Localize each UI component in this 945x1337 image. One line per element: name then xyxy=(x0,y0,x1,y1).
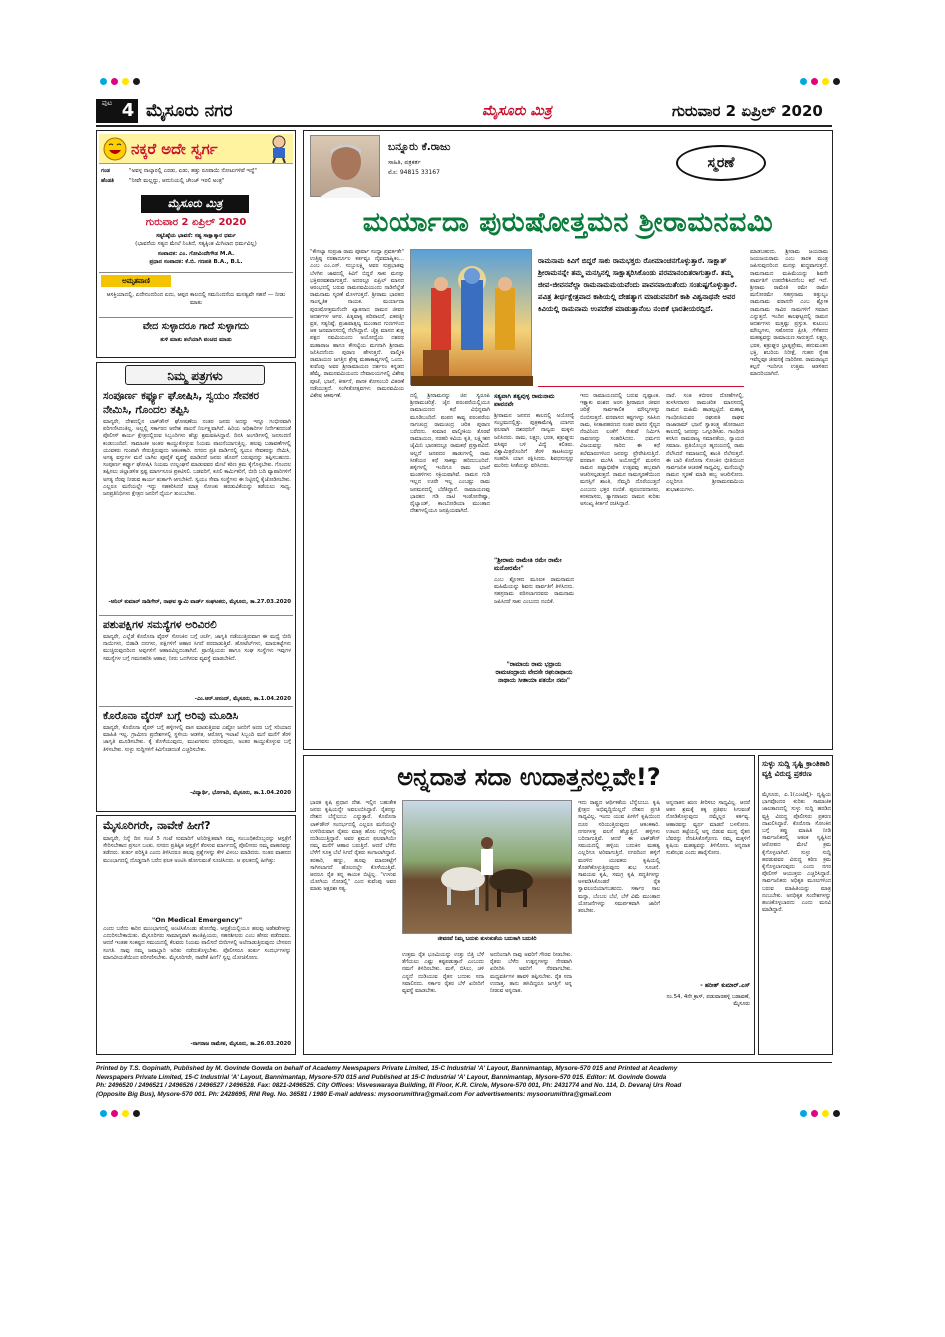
feature-col1: "ಕೌಸಲ್ಯಾ ಸುಪ್ರಜಾ ರಾಮ ಪೂರ್ವಾ ಸಂಧ್ಯಾ ಪ್ರವರ್ತತೇ" ಉತ್ತಿಷ್ಠ ನರಶಾರ್ದೂಲ ಕರ್ತವ್ಯಂ ದೈವಮಾಹ್ನಿಕಂ... ಎಂಬ ಎಂ.ಎಸ್. ಸುಬ್ಬುಲಕ್ಷ್ಮಿ ಅವರ ಸುಪ್ರಭಾತವು ಬೆಳಗಿನ ಜಾವದಲ್ಲಿ ಕಿವಿಗೆ ಬಿದ್ದರೆ ಸಾಕು ಮನಸ್ಸು ಭಕ್ತಿಪರವಶವಾಗುತ್ತದೆ. ಅದರಲ್ಲೂ ಏಪ್ರಿಲ್ ಮಾಸದ ಆರಂಭದಲ್ಲಿ ಬರುವ ರಾಮನವಮಿಯಂದು ನಾಡಿನೆಲ್ಲೆಡೆ ರಾಮನಾಮ ಸ್ಮರಣೆ ಮೊಳಗುತ್ತದೆ. ಶ್ರೀರಾಮ ಭಾರತದ ಸಾಂಸ್ಕೃತಿಕ ನಾಯಕ. ಮರ್ಯಾದಾ ಪುರುಷೋತ್ತಮನೆಂದೇ ಖ್ಯಾತನಾದ ರಾಮನ ಜೀವನ ಆದರ್ಶಗಳ ಆಗರ. ಪಿತೃವಾಕ್ಯ ಪರಿಪಾಲನೆ, ಏಕಪತ್ನೀ ವ್ರತ, ಸತ್ಯನಿಷ್ಠೆ, ಪ್ರಜಾವಾತ್ಸಲ್ಯ ಮುಂತಾದ ಗುಣಗಳಿಂದ ಆತ ಜನಮಾನಸದಲ್ಲಿ ನೆಲೆಸಿದ್ದಾನೆ. ಚೈತ್ರ ಮಾಸದ ಶುಕ್ಲ ಪಕ್ಷದ ನವಮಿಯಂದು ಅಯೋಧ್ಯೆಯ ದಶರಥ ಮಹಾರಾಜ ಹಾಗೂ ಕೌಸಲ್ಯೆಯ ಮಗನಾಗಿ ಶ್ರೀರಾಮ ಜನಿಸಿದನೆಂದು ಪುರಾಣ ಹೇಳುತ್ತದೆ. ವಾಲ್ಮೀಕಿ ರಾಮಾಯಣ ಜಗತ್ತಿನ ಶ್ರೇಷ್ಠ ಮಹಾಕಾವ್ಯಗಳಲ್ಲಿ ಒಂದು. ಕುವೆಂಪು ಅವರ ಶ್ರೀರಾಮಾಯಣ ದರ್ಶನಂ ಕನ್ನಡದ ಹೆಮ್ಮೆ. ರಾಮನವಮಿಯಂದು ದೇವಾಲಯಗಳಲ್ಲಿ ವಿಶೇಷ ಪೂಜೆ, ಭಜನೆ, ಕೀರ್ತನೆ, ಪಾನಕ ಕೋಸಂಬರಿ ವಿತರಣೆ ನಡೆಯುತ್ತದೆ. ಸಂಗೀತೋತ್ಸವಗಳು ರಾಮನವಮಿಯ ವಿಶೇಷ ಆಕರ್ಷಣೆ. xyxy=(310,249,404,400)
divider xyxy=(99,317,293,318)
left-top-panel xyxy=(96,130,296,358)
joke-body xyxy=(101,167,291,185)
chief-editor-line: ಪ್ರಧಾನ ಸಂಪಾದಕ: ಕೆ.ಬಿ. ಗಣಪತಿ B.A., B.L. xyxy=(149,259,243,265)
imprint-line-3: Ph: 2496520 / 2496521 / 2496526 / 2496527 / 2496528. Fax: 0821-2496525. City Offices: Visveswaraya Building, III Floor, K.R. Circle, Mysore-570 001, Ph: 2431774 and No. 114, D. Devaraj Urs Road xyxy=(96,1082,682,1090)
letter2-sign: -ಎಂ.ಆರ್.ಆನಂದ್, ಮೈಸೂರು, ತಾ.1.04.2020 xyxy=(194,696,291,702)
author-photo xyxy=(310,135,380,197)
feature-col2: ದಲ್ಲಿ ಶ್ರೀರಾಮನನ್ನು ಜಿನ ಸ್ವರೂಪಿ ಶ್ರೀರಾಮಚರಿತ್ರೆ. ಜೈನ ಪರಂಪರೆಯಲ್ಲಿಯೂ ರಾಮಾಯಣದ ಕಥೆ ವಿಭಿನ್ನವಾಗಿ ಮೂಡಿಬಂದಿದೆ. ಪಂಪನ ಕಾವ್ಯ ಪರಂಪರೆಯ ನಾಗಚಂದ್ರ ರಾಮಚಂದ್ರ ಚರಿತ ಪುರಾಣ ಬರೆದನು. ಕುಮಾರ ವಾಲ್ಮೀಕಿಯ ತೊರವೆ ರಾಮಾಯಣ, ನರಹರಿ ಕವಿಯ ಕೃತಿ, ಲಕ್ಷ್ಮೀಶನ ಜೈಮಿನಿ ಭಾರತದಲ್ಲೂ ರಾಮಕಥೆ ಪ್ರಸ್ತಾಪವಿದೆ. ಅಲ್ಲದೆ ಜನಪದರ ಹಾಡುಗಳಲ್ಲಿ ರಾಮ ಸೀತೆಯರ ಕಥೆ ಸಾಕಷ್ಟು ಹರಿದುಬಂದಿದೆ. ಹಳ್ಳಿಗಳಲ್ಲಿ ಇಂದಿಗೂ ರಾಮ ಭಜನೆ ಮಂಡಳಿಗಳು ಸಕ್ರಿಯವಾಗಿವೆ. ರಾಮನ ಗುಡಿ ಇಲ್ಲದ ಊರೇ ಇಲ್ಲ ಎಂಬಷ್ಟು ರಾಮ ಜನಮನದಲ್ಲಿ ಬೆರೆತಿದ್ದಾನೆ. ರಾಮಾಯಣವು ಭಾರತದ ಗಡಿ ದಾಟಿ ಇಂಡೋನೇಷ್ಯಾ, ಥೈಲ್ಯಾಂಡ್, ಕಾಂಬೋಡಿಯಾ ಮುಂತಾದ ದೇಶಗಳಲ್ಲಿಯೂ ಜನಪ್ರಿಯವಾಗಿದೆ. xyxy=(410,393,490,515)
masthead-date: ಗುರುವಾರ 2 ಏಪ್ರಿಲ್ 2020 xyxy=(672,102,823,120)
imprint-line-1: Printed by T.S. Gopinath, Published by M. Govinde Gowda on behalf of Academy Newspapers Private Limited, 15-C Industrial 'A' Layout, Bannimantap, Mysore-570 015 and Printed at Academy xyxy=(96,1065,678,1072)
annadata-col5: ಅನ್ನದಾತನ ಋಣ ತೀರಿಸಲು ಸಾಧ್ಯವಿಲ್ಲ. ಆದರೆ ಆತನ ಶ್ರಮಕ್ಕೆ ತಕ್ಕ ಪ್ರತಿಫಲ ಸಿಗುವಂತೆ ನೋಡಿಕೊಳ್ಳುವುದು ನಮ್ಮೆಲ್ಲರ ಕರ್ತವ್ಯ. ಆಹಾರವನ್ನು ವ್ಯರ್ಥ ಮಾಡದೆ ಬಳಸೋಣ. ಊಟದ ತಟ್ಟೆಯಲ್ಲಿ ಅನ್ನ ಬಿಡುವ ಮುನ್ನ ರೈತನ ಬೆವರನ್ನು ನೆನಪಿಸಿಕೊಳ್ಳೋಣ. ನಮ್ಮ ಮಕ್ಕಳಿಗೆ ಕೃಷಿಯ ಮಹತ್ವವನ್ನು ತಿಳಿಸೋಣ. ಅನ್ನದಾತ ಸುಖೀಭವ ಎಂದು ಹಾರೈಸೋಣ. xyxy=(666,800,750,857)
divider xyxy=(99,272,293,273)
annadata-sign: - ಹರೀಶ್ ಕುಮಾರ್.ಎಸ್ xyxy=(700,982,750,989)
letter1-body: ಮಾನ್ಯರೇ, ದೇಶದಲ್ಲಿನ ಲಾಕ್‌ಡೌನ್ ಘೋಷಣೆಯ ನಂತರ ಜನರು ಅದನ್ನು ಇನ್ನೂ ಗಂಭೀರವಾಗಿ ಪರಿಗಣಿಸಿದಂತಿಲ್ಲ. ಅಲ್ಲಲ್ಲಿ ಸರ್ಕಾರದ ಆದೇಶ ಪಾಲನೆ ನಿರ್ಲಕ್ಷ್ಯವಾಗಿದೆ. ಹಿರಿಯ ಅಧಿಕಾರಿಗಳ ನಿರ್ದೇಶನದಂತೆ ಪೊಲೀಸ್ ಕಾರ್ಯ ಕ್ಷೇತ್ರದಲ್ಲಿರುವ ಸಿಬ್ಬಂದಿಗಳು ಹೆಚ್ಚು ಶ್ರಮವಹಿಸಿದ್ದಾರೆ. ದಿನಸಿ ಅಂಗಡಿಗಳಲ್ಲಿ ಜನಸಂದಣಿ ಕಂಡುಬಂದಿದೆ. ಸಾಮಾಜಿಕ ಅಂತರ ಕಾಯ್ದುಕೊಳ್ಳುವ ನಿಯಮ ಪಾಲನೆಯಾಗುತ್ತಿಲ್ಲ. ಹಲವು ಬಡಾವಣೆಗಳಲ್ಲಿ ಯುವಕರು ಗುಂಪಾಗಿ ಸೇರುತ್ತಿರುವುದು ಆತಂಕಕಾರಿ. ನಗರದ ಪ್ರತಿ ವಾರ್ಡಿನಲ್ಲಿ ಸ್ವಯಂ ಸೇವಕರನ್ನು ನೇಮಿಸಿ, ಅಗತ್ಯ ವಸ್ತುಗಳ ಮನೆ ಬಾಗಿಲ ಪೂರೈಕೆ ವ್ಯವಸ್ಥೆ ಮಾಡಿದರೆ ಜನರು ಹೊರಗೆ ಬರುವುದನ್ನು ತಪ್ಪಿಸಬಹುದು. ಸಂಪೂರ್ಣ ಕರ್ಫ್ಯೂ ಘೋಷಿಸಿ ನಿಯಮ ಉಲ್ಲಂಘನೆ ಮಾಡುವವರ ಮೇಲೆ ಕಠಿಣ ಕ್ರಮ ಕೈಗೊಳ್ಳಬೇಕು. ಗೊಂದಲ ತಪ್ಪಿಸಲು ಜಿಲ್ಲಾಡಳಿತ ಸ್ಪಷ್ಟ ಮಾರ್ಗಸೂಚಿ ಪ್ರಕಟಿಸಲಿ. ಬಡವರಿಗೆ, ಕೂಲಿ ಕಾರ್ಮಿಕರಿಗೆ, ಬೀದಿ ಬದಿ ವ್ಯಾಪಾರಿಗಳಿಗೆ ಅಗತ್ಯ ನೆರವು ನೀಡುವ ಕಾರ್ಯ ತುರ್ತಾಗಿ ಆಗಬೇಕಿದೆ. ಸ್ವಯಂ ಸೇವಾ ಸಂಸ್ಥೆಗಳು ಈ ನಿಟ್ಟಿನಲ್ಲಿ ಕೈಜೋಡಿಸಬೇಕು. ಎಲ್ಲರೂ ಮನೆಯಲ್ಲೇ ಇದ್ದು ಸಹಕರಿಸಿದರೆ ಮಾತ್ರ ಸೋಂಕು ಹರಡುವಿಕೆಯನ್ನು ತಡೆಯಲು ಸಾಧ್ಯ. ಜನಪ್ರತಿನಿಧಿಗಳು ಕ್ಷೇತ್ರದ ಜನರಿಗೆ ಧೈರ್ಯ ತುಂಬಬೇಕು. xyxy=(103,419,291,498)
author-role: ಸಾಹಿತಿ, ಪತ್ರಕರ್ತ xyxy=(388,159,421,166)
farmer-with-oxen-icon xyxy=(403,801,573,935)
author-name: ಬನ್ನೂರು ಕೆ.ರಾಜು xyxy=(388,141,451,153)
amrutha-text: ಆಸಕ್ತಿಯಾದಲ್ಲಿ, ಏದೇನಂದರಿಂದ ಏದು, ಆಪ್ಪನ ಕಾಲದಲ್ಲಿ ಸಮನಿಂದನೆಯ ಮನತ್ವವೇ ಸಹನೆ — ನೀಡು ಮಾತು xyxy=(106,292,286,306)
editor-line: ಸಂಪಾದಕ: ಎಂ. ಗೋವಿಂದೇಗೌಡ M.A. xyxy=(157,251,235,257)
feature-article xyxy=(303,130,833,750)
farmer-ploughing-image xyxy=(402,800,572,934)
cyan-dot-icon xyxy=(100,1110,107,1117)
annadata-address: ನಂ.54, 4ನೇ ಕ್ರಾಸ್, ಪಡುವಾರಹಳ್ಳಿ ಬಡಾವಣೆ, ಮೈಸೂರು xyxy=(666,994,750,1007)
joke2-text: "ನೀವೇ ಮಲ್ಲದ್ದು, ಆದುನಿಯಲ್ಲಿ ಚೇಂಜ್ ಇರಲಿ ಅಂತ್ರ" xyxy=(129,178,225,184)
box-date: ಗುರುವಾರ 2 ಏಪ್ರಿಲ್ 2020 xyxy=(145,217,247,228)
page-label-box xyxy=(96,99,118,123)
magenta-dot-icon xyxy=(111,78,118,85)
vedas-sub: ತುಳಿ ಮಾತು ತಲೆಯಾಗಿ ಪಂಚದ ಮಾಡು xyxy=(160,337,232,343)
feature-subhead2: "ಶ್ರೀರಾಮ ರಾಮೇತಿ ರಮೇ ರಾಮೇ ಮನೋರಮೇ" xyxy=(494,557,562,572)
magenta-dot-icon xyxy=(811,78,818,85)
joke1-text: "ಅವಳ್ಳ ನಾಲ್ಕಾರಲ್ಲಿ ಎರಡು, ಏಡು, ಹತ್ತು ರೂಪಾಯಿ ನೋಟುಗಳಿವೆ ಇದ್ದೆ" xyxy=(129,168,257,174)
paper-info xyxy=(101,232,291,266)
divider xyxy=(99,615,293,616)
fake-news-article xyxy=(758,755,833,1055)
imprint xyxy=(96,1065,832,1099)
amrutha-title: ಅಮೃತವಾಣಿ xyxy=(101,275,171,287)
fake-news-headline: ಸುಳ್ಳು ಸುದ್ದಿ ಸೃಷ್ಟಿ ಕ್ರಾಂತಿಕಾರಿ ವ್ಯಕ್ತಿ ವಿರುದ್ಧ ಪ್ರಕರಣ xyxy=(762,759,830,778)
feature-col4b: ದಾರೆ. ಸಂತ ಕಬೀರರ ದೋಹೆಗಳಲ್ಲಿ, ತುಳಸೀದಾಸರ ರಾಮಚರಿತ ಮಾನಸದಲ್ಲಿ ರಾಮನ ಮಹಿಮೆ ಹಾಡಲ್ಪಟ್ಟಿದೆ. ಮಹಾತ್ಮ ಗಾಂಧೀಜಿಯವರ ರಘುಪತಿ ರಾಘವ ರಾಜಾರಾಮ್ ಭಜನೆ ಸ್ವಾತಂತ್ರ್ಯ ಹೋರಾಟದ ಕಾಲದಲ್ಲಿ ಜನರನ್ನು ಒಗ್ಗೂಡಿಸಿತು. ಗಾಂಧೀಜಿ ಕನಸಿದ ರಾಮರಾಜ್ಯ ಸಮಾನತೆಯ, ನ್ಯಾಯದ ಸಮಾಜ. ಪ್ರತಿಯೊಬ್ಬರ ಹೃದಯದಲ್ಲಿ ರಾಮ ನೆಲೆಸಿದರೆ ಸಮಾಜದಲ್ಲಿ ಶಾಂತಿ ನೆಲೆಸುತ್ತದೆ. ಈ ಬಾರಿ ಕೊರೊನಾ ಸೋಂಕಿನ ಭೀತಿಯಿಂದ ಸಾರ್ವಜನಿಕ ಆಚರಣೆ ಸಾಧ್ಯವಿಲ್ಲ. ಮನೆಯಲ್ಲೇ ರಾಮನ ಸ್ಮರಣೆ ಮಾಡಿ ಹಬ್ಬ ಆಚರಿಸೋಣ. ಎಲ್ಲರಿಗೂ ಶ್ರೀರಾಮನವಮಿಯ ಶುಭಾಶಯಗಳು. xyxy=(666,393,744,493)
cartoon-figure-icon xyxy=(267,135,291,163)
yellow-dot-icon xyxy=(122,78,129,85)
registration-dots-top-left xyxy=(100,78,140,85)
registration-dots-bottom-right xyxy=(800,1110,840,1117)
smarane-badge: ಸ್ಮರಣೆ xyxy=(676,145,766,181)
imprint-rule xyxy=(96,1062,832,1063)
letter4-box xyxy=(96,815,296,1055)
letter2-body: ಮಾನ್ಯರೇ, ಎಲ್ಲೆಡೆ ಕೊರೊನಾ ವೈರಸ್ ಸೋಂಕಿನ ಬಗ್ಗೆ ಚರ್ಚೆ, ಜಾಗೃತಿ ನಡೆಯುತ್ತಿರುವಾಗ ಈ ಮಧ್ಯೆ ಬೀದಿ ನಾಯಿಗಳು, ಬಿಡಾಡಿ ದನಗಳು, ಪಕ್ಷಿಗಳಿಗೆ ಆಹಾರ ಸಿಗದೆ ಪರದಾಡುತ್ತಿವೆ. ಹೋಟೆಲ್‌ಗಳು, ಮಾರುಕಟ್ಟೆಗಳು ಮುಚ್ಚಿರುವುದರಿಂದ ಅವುಗಳಿಗೆ ಆಹಾರವಿಲ್ಲದಂತಾಗಿದೆ. ಪ್ರಾಣಿಪ್ರಿಯರು ಹಾಗೂ ಸಂಘ ಸಂಸ್ಥೆಗಳು ಇವುಗಳ ಸಮಸ್ಯೆಗಳ ಬಗ್ಗೆ ಗಮನಹರಿಸಿ ಆಹಾರ, ನೀರು ಒದಗಿಸುವ ವ್ಯವಸ್ಥೆ ಮಾಡಬೇಕಿದೆ. xyxy=(103,634,291,662)
yellow-dot-icon xyxy=(822,1110,829,1117)
cyan-dot-icon xyxy=(800,78,807,85)
motto-line: ಸತ್ಯನಿಷ್ಠೆಯ ಭಾವನೆ: ಸತ್ಯ ಸಾಕ್ಷಾತ್ಕಾರ ಧರ್ಮ xyxy=(156,233,236,239)
letter3-body: ಮಾನ್ಯರೇ, ಕೊರೊನಾ ವೈರಸ್ ಬಗ್ಗೆ ಹಳ್ಳಿಗಳಲ್ಲಿ ವಾಸ ಮಾಡುತ್ತಿರುವ ಎಷ್ಟೋ ಜನರಿಗೆ ಅದರ ಬಗ್ಗೆ ಸರಿಯಾದ ಮಾಹಿತಿ ಇಲ್ಲ. ಗ್ರಾಮೀಣ ಪ್ರದೇಶಗಳಲ್ಲಿ ಸ್ಥಳೀಯ ಆಡಳಿತ, ಆರೋಗ್ಯ ಇಲಾಖೆ ಸಿಬ್ಬಂದಿ ಮನೆ ಮನೆಗೆ ತೆರಳಿ ಜಾಗೃತಿ ಮೂಡಿಸಬೇಕು. ಕೈ ತೊಳೆಯುವುದು, ಮುಖಗವಸು ಧರಿಸುವುದು, ಅಂತರ ಕಾಯ್ದುಕೊಳ್ಳುವ ಬಗ್ಗೆ ತಿಳಿಸಬೇಕು. ಸುಳ್ಳು ಸುದ್ದಿಗಳಿಗೆ ಕಿವಿಗೊಡದಂತೆ ಎಚ್ಚರಿಸಬೇಕು. xyxy=(103,725,291,753)
black-dot-icon xyxy=(133,78,140,85)
feature-col5: ಮಾಡಬಹುದು. ಶ್ರೀರಾಮ ಜಯರಾಮ ಜಯಜಯರಾಮ ಎಂಬ ತಾರಕ ಮಂತ್ರ ಜಪಿಸುವುದರಿಂದ ಮನಸ್ಸು ಶುದ್ಧವಾಗುತ್ತದೆ. ರಾಮನಾಮದ ಮಹಿಮೆಯನ್ನು ಶಿವನೇ ಪಾರ್ವತಿಗೆ ಉಪದೇಶಿಸಿದನೆಂಬ ಕಥೆ ಇದೆ. ಶ್ರೀರಾಮ ರಾಮೇತಿ ರಮೇ ರಾಮೇ ಮನೋರಮೇ ಸಹಸ್ರನಾಮ ತತ್ತುಲ್ಯಂ ರಾಮನಾಮ ವರಾನನೇ ಎಂಬ ಶ್ಲೋಕ ರಾಮನಾಮ ಸಾವಿರ ನಾಮಗಳಿಗೆ ಸಮಾನ ಎನ್ನುತ್ತದೆ. ಇಂದಿನ ಕಾಲಘಟ್ಟದಲ್ಲಿ ರಾಮನ ಆದರ್ಶಗಳು ಮತ್ತಷ್ಟು ಪ್ರಸ್ತುತ. ಕುಟುಂಬ ಮೌಲ್ಯಗಳು, ಸಹೋದರ ಪ್ರೀತಿ, ಗೆಳೆತನದ ಮಹತ್ವವನ್ನು ರಾಮಾಯಣ ಸಾರುತ್ತದೆ. ಲಕ್ಷ್ಮಣ, ಭರತ, ಶತ್ರುಘ್ನರ ಭ್ರಾತೃಪ್ರೇಮ, ಹನುಮಂತನ ಭಕ್ತಿ, ಶಬರಿಯ ನಿರೀಕ್ಷೆ, ಗುಹನ ಸ್ನೇಹ ಇವೆಲ್ಲವೂ ಜೀವನಕ್ಕೆ ದಾರಿದೀಪ. ರಾಮರಾಜ್ಯದ ಕಲ್ಪನೆ ಇಂದಿಗೂ ಉತ್ತಮ ಆಡಳಿತದ ಮಾದರಿಯಾಗಿದೆ. xyxy=(750,249,828,378)
joke1-speaker: ಗಂಡ xyxy=(101,168,110,174)
annadata-headline: ಅನ್ನದಾತ ಸದಾ ಉದಾತ್ತನಲ್ಲವೇ!? xyxy=(397,763,661,791)
letters-section xyxy=(96,362,296,812)
letters-title: ನಿಮ್ಮ ಪತ್ರಗಳು xyxy=(167,369,223,383)
black-dot-icon xyxy=(833,1110,840,1117)
paper-name-box: ಮೈಸೂರು ಮಿತ್ರ xyxy=(141,195,249,213)
yellow-dot-icon xyxy=(822,78,829,85)
author-portrait-icon xyxy=(311,136,381,198)
annadata-col2: ಉತ್ತಮ ರೈತ ಭೂಮಿಯನ್ನು ಉತ್ತು ಬಿತ್ತಿ ಬೆಳೆ ತೆಗೆಯಲು ಎಷ್ಟು ಕಷ್ಟಪಡುತ್ತಾನೆ ಎಂಬುದು ನಮಗೆ ತಿಳಿದಿರಬೇಕು. ಮಳೆ, ಬಿಸಿಲು, ಚಳಿ ಎನ್ನದೆ ದುಡಿಯುವ ರೈತನ ಬದುಕು ಸದಾ ಸವಾಲಿನದು. ಸರ್ಕಾರ ರೈತರ ಬೆಳೆ ಖರೀದಿಗೆ ವ್ಯವಸ್ಥೆ ಮಾಡಬೇಕು. xyxy=(402,952,484,995)
black-dot-icon xyxy=(833,78,840,85)
letter3-sign: -ವಿದ್ಯಾರ್ಥಿ, ಭೋಗಾದಿ, ಮೈಸೂರು, ತಾ.1.04.2020 xyxy=(189,790,291,796)
cyan-dot-icon xyxy=(100,78,107,85)
feature-col3a: ಶ್ರೀರಾಮನ ಜನನದ ಕಾಲದಲ್ಲಿ ಅಯೋಧ್ಯೆ ಸಂಭ್ರಮದಲ್ಲಿತ್ತು. ಪುತ್ರಕಾಮೇಷ್ಠಿ ಯಾಗದ ಫಲವಾಗಿ ದಶರಥನಿಗೆ ನಾಲ್ವರು ಮಕ್ಕಳು ಜನಿಸಿದರು. ರಾಮ, ಲಕ್ಷ್ಮಣ, ಭರತ, ಶತ್ರುಘ್ನರು ವಸಿಷ್ಠರ ಬಳಿ ವಿದ್ಯೆ ಕಲಿತರು. ವಿಶ್ವಾಮಿತ್ರರೊಂದಿಗೆ ತೆರಳಿ ತಾಟಕಿಯನ್ನು ಸಂಹರಿಸಿ ಯಾಗ ರಕ್ಷಿಸಿದರು. ಶಿವಧನುಸ್ಸನ್ನು ಮುರಿದು ಸೀತೆಯನ್ನು ವರಿಸಿದರು. xyxy=(494,413,574,470)
letter1-sign: -ಅನಿಲ್ ಕುಮಾರ್ ನಾಡಿಗೇರ್, ರಾಘವ ಸ್ವಾಮಿ ವಾರ್ಡ್ ಸಂಘಟಕರು, ಮೈಸೂರು, ತಾ.27.03.2020 xyxy=(108,599,291,605)
magenta-dot-icon xyxy=(811,1110,818,1117)
motto-subline: (ಭಾವನೆಯ ಸತ್ಯದ ಮೇಲೆ ನಿಂತಿದೆ, ಸತ್ಯಕ್ಕಿಂತ ಮಿಗಿಲಾದ ಧರ್ಮವಿಲ್ಲ) xyxy=(135,241,257,247)
annadata-article xyxy=(303,755,755,1055)
divider xyxy=(99,706,293,707)
paper-name: ಮೈಸೂರು ಮಿತ್ರ xyxy=(482,103,552,119)
feature-verse: "ರಾಮಾಯ ರಾಮ ಭದ್ರಾಯ ರಾಮಚಂದ್ರಾಯ ವೇದಸೇ ರಘುನಾಥಾಯ ನಾಥಾಯ ಸೀತಾಯಾ ಪತಯೇ ನಮಃ" xyxy=(495,661,573,684)
farmer-caption: ಜೀವನವೆ ನಿಮ್ಮ ಬದುಕು ತುಳುಕುತೆಯ ಬದುಕಾಗಿ ಬದುಕಿರಿ xyxy=(437,936,537,942)
annadata-col1: ಭಾರತ ಕೃಷಿ ಪ್ರಧಾನ ದೇಶ. ಇಲ್ಲಿನ ಬಹುತೇಕ ಜನರು ಕೃಷಿಯನ್ನೇ ಅವಲಂಬಿಸಿದ್ದಾರೆ. ರೈತನನ್ನು ದೇಶದ ಬೆನ್ನೆಲುಬು ಎನ್ನುತ್ತಾರೆ. ಕೊರೊನಾ ಲಾಕ್‌ಡೌನ್ ಸಂದರ್ಭದಲ್ಲಿ ಎಲ್ಲರೂ ಮನೆಯಲ್ಲೇ ಉಳಿದಿರುವಾಗ ರೈತರು ಮಾತ್ರ ಹೊಲ ಗದ್ದೆಗಳಲ್ಲಿ ದುಡಿಯುತ್ತಿದ್ದಾರೆ. ಅವರ ಶ್ರಮದ ಫಲವಾಗಿಯೇ ನಮ್ಮ ಮನೆಗೆ ಆಹಾರ ಬರುತ್ತಿದೆ. ಆದರೆ ಬೆಳೆದ ಬೆಳೆಗೆ ಸೂಕ್ತ ಬೆಲೆ ಸಿಗದೆ ರೈತರು ಕಂಗಾಲಾಗಿದ್ದಾರೆ. ತರಕಾರಿ, ಹಣ್ಣು, ಹೂವು ಮಾರುಕಟ್ಟೆಗೆ ಸಾಗಿಸಲಾಗದೆ ಹೊಲದಲ್ಲೇ ಕೊಳೆಯುತ್ತಿವೆ. ಆದರೂ ರೈತ ತನ್ನ ಕಾಯಕ ಬಿಟ್ಟಿಲ್ಲ. "ಉಳುವ ಯೋಗಿಯ ನೋಡಲ್ಲಿ" ಎಂದ ಕುವೆಂಪು ಅವರ ಮಾತು ಅಕ್ಷರಶಃ ಸತ್ಯ. xyxy=(310,800,396,893)
letter4-english-quote: "On Medical Emergency" xyxy=(151,916,243,924)
author-phone: ಮೊ: 94815 33167 xyxy=(388,169,440,176)
masthead-rule xyxy=(96,125,832,127)
masthead xyxy=(96,99,832,123)
joke-header xyxy=(99,134,293,164)
cyan-dot-icon xyxy=(800,1110,807,1117)
letter4-headline: ಮೈಸೂರಿಗರೇ, ನಾವೇಕೆ ಹೀಗೆ? xyxy=(103,819,211,832)
magenta-dot-icon xyxy=(111,1110,118,1117)
joke-title: ನಕ್ಕರೆ ಅದೇ ಸ್ವರ್ಗ xyxy=(131,140,218,158)
yellow-dot-icon xyxy=(122,1110,129,1117)
feature-col4: ಇದು ರಾಮಾಯಣದಲ್ಲಿ ಬರುವ ದೃಷ್ಟಾಂತ. ಇಕ್ಷ್ವಾಕು ವಂಶದ ಅರಸ ಶ್ರೀರಾಮನ ಜೀವನ ಚರಿತ್ರೆ ಸಾರ್ವಕಾಲಿಕ ಮೌಲ್ಯಗಳನ್ನು ಬಿಂಬಿಸುತ್ತದೆ. ವನವಾಸದ ಕಷ್ಟಗಳನ್ನು ಸಹಿಸಿದ ರಾಮ, ಸೀತಾಪಹರಣದ ನಂತರ ವಾನರ ಸೈನ್ಯದ ನೆರವಿನಿಂದ ಲಂಕೆಗೆ ಸೇತುವೆ ನಿರ್ಮಿಸಿ ರಾವಣನನ್ನು ಸಂಹರಿಸಿದನು. ಧರ್ಮದ ವಿಜಯವನ್ನು ಸಾರಿದ ಈ ಕಥೆ ತಲೆಮಾರುಗಳಿಂದ ಜನರನ್ನು ಪ್ರೇರೇಪಿಸುತ್ತಿದೆ. ವನವಾಸ ಮುಗಿಸಿ ಅಯೋಧ್ಯೆಗೆ ಮರಳಿದ ರಾಮನ ಪಟ್ಟಾಭಿಷೇಕ ಉತ್ಸವವು ಹಬ್ಬವಾಗಿ ಆಚರಿಸಲ್ಪಡುತ್ತದೆ. ರಾಮನ ನಾಮಸ್ಮರಣೆಯಿಂದ ಮನಸ್ಸಿಗೆ ಶಾಂತಿ, ನೆಮ್ಮದಿ ದೊರೆಯುತ್ತದೆ ಎಂಬುದು ಭಕ್ತರ ನಂಬಿಕೆ. ಪುರಂದರದಾಸರು, ಕನಕದಾಸರು, ತ್ಯಾಗರಾಜರು ರಾಮನ ಕುರಿತು ಅಸಂಖ್ಯ ಕೀರ್ತನೆ ರಚಿಸಿದ್ದಾರೆ. xyxy=(580,393,660,508)
annadata-col3: ಅದರಿಂದಾಗಿ ನಾವು ಅವರಿಗೆ ಗೌರವ ನೀಡಬೇಕು. ರೈತರು ಬೆಳೆದ ಉತ್ಪನ್ನಗಳನ್ನು ನೇರವಾಗಿ ಖರೀದಿಸಿ ಅವರಿಗೆ ನೆರವಾಗಬೇಕು. ಮಧ್ಯವರ್ತಿಗಳ ಹಾವಳಿ ತಪ್ಪಿಸಬೇಕು. ರೈತ ಸದಾ ಉದಾತ್ತ. ತಾನು ಹಸಿದಿದ್ದರೂ ಜಗತ್ತಿಗೆ ಅನ್ನ ನೀಡುವ ಅನ್ನದಾತ. xyxy=(490,952,572,995)
imprint-line-4: (Opposite Big Bus), Mysore-570 001. Ph: 2428695, RNI Reg. No. 36581 / 1980 E-mail address: mysoorumithra@gmail.com For advertisements: mysoorumithra@gmail.com xyxy=(96,1090,612,1098)
rama-family-image xyxy=(410,249,532,385)
registration-dots-bottom-left xyxy=(100,1110,140,1117)
imprint-line-2: Newspapers Private Limited, 15-C Industrial 'A' Layout, Bannimantap, Mysore-570 015 and Published at 15-C Industrial 'A' Layout, Bannimantap, Mysore-570 015. Editor: M. Govinde Gowda xyxy=(96,1073,667,1081)
feature-subhead1: ಸತ್ಯವಾಗಿ ತತ್ವವುಳ್ಳ ರಾಮನಾಮ ಪಾವನವೇ xyxy=(494,393,555,408)
vedas-line: ವೇದ ಸುಳ್ಳಾದರೂ ಗಾದೆ ಸುಳ್ಳಾಗದು xyxy=(142,321,250,332)
laughing-face-icon xyxy=(103,137,127,161)
letter1-headline: ಸಂಪೂರ್ಣ ಕರ್ಫ್ಯೂ ಘೋಷಿಸಿ, ಸ್ವಯಂ ಸೇವಕರ ನೇಮಿಸಿ, ಗೊಂದಲ ತಪ್ಪಿಸಿ xyxy=(103,390,260,416)
joke2-speaker: ಹೆಂಡತಿ xyxy=(101,178,114,184)
fake-news-body: ಮೈಸೂರು, ಏ.1(ಎಂಟಿವೈ)- ದೃಷ್ಟಿಯ ಭಾಗವೊಂದರ ಕುರಿತು ಸಾಮಾಜಿಕ ಜಾಲತಾಣದಲ್ಲಿ ಸುಳ್ಳು ಸುದ್ದಿ ಹರಡಿದ ವ್ಯಕ್ತಿ ವಿರುದ್ಧ ಪೊಲೀಸರು ಪ್ರಕರಣ ದಾಖಲಿಸಿದ್ದಾರೆ. ಕೊರೊನಾ ಸೋಂಕಿನ ಬಗ್ಗೆ ತಪ್ಪು ಮಾಹಿತಿ ನೀಡಿ ಸಾರ್ವಜನಿಕರಲ್ಲಿ ಆತಂಕ ಸೃಷ್ಟಿಸಿದ ಆರೋಪದ ಮೇಲೆ ಕ್ರಮ ಕೈಗೊಳ್ಳಲಾಗಿದೆ. ಸುಳ್ಳು ಸುದ್ದಿ ಹರಡುವವರ ವಿರುದ್ಧ ಕಠಿಣ ಕ್ರಮ ಕೈಗೊಳ್ಳಲಾಗುವುದು ಎಂದು ನಗರ ಪೊಲೀಸ್ ಆಯುಕ್ತರು ಎಚ್ಚರಿಸಿದ್ದಾರೆ. ಸಾರ್ವಜನಿಕರು ಅಧಿಕೃತ ಮೂಲಗಳಿಂದ ಬರುವ ಮಾಹಿತಿಯನ್ನು ಮಾತ್ರ ನಂಬಬೇಕು. ಅನಧಿಕೃತ ಸಂದೇಶಗಳನ್ನು ಹಂಚಿಕೊಳ್ಳಬಾರದು ಎಂದು ಮನವಿ ಮಾಡಿದ್ದಾರೆ. xyxy=(762,792,831,914)
feature-quote: ರಾಮನಾಮ ಕಿವಿಗೆ ಬಿದ್ದರೆ ಸಾಕು ರಾಮಭಕ್ತರು ರೋಮಾಂಚನಗೊಳ್ಳುತ್ತಾರೆ. ಸಾಕ್ಷಾತ್ ಶ್ರೀರಾಮನನ್ನೇ ತಮ್ಮ ಮನಸ್ಸಿನಲ್ಲಿ ಸಾಕ್ಷಾತ್ಕರಿಸಿಕೊಂಡು ಪರಮಾನಂದಿತರಾಗುತ್ತಾರೆ. ತಮ್ಮ ಜೀವ-ಜೀವನವೆಲ್ಲಾ ರಾಮನಾಮಮಯವೆಂದು ಪಾವನವಾಯಿತೆಂದು ಸಂತುಷ್ಟಗೊಳ್ಳುತ್ತಾರೆ. ಪವಿತ್ರ ತೀರ್ಥಕ್ಷೇತ್ರವಾದ ಕಾಶಿಯಲ್ಲಿ ದೇಹತ್ಯಾಗ ಮಾಡುವವರಿಗೆ ಕಾಶಿ ವಿಶ್ವನಾಥನೇ ಅವರ ಕಿವಿಯಲ್ಲಿ ರಾಮನಾಮ ಉಪದೇಶ ಮಾಡುತ್ತಾನೆಂಬ ನಂಬಿಕೆ ಭಾರತೀಯರದ್ದಿದೆ. xyxy=(538,256,738,313)
letter4-sign: -ನಾಗರಾಜ ರಾಮೇಶ, ಮೈಸೂರು, ತಾ.26.03.2020 xyxy=(190,1041,291,1047)
page-number: 4 xyxy=(118,99,138,123)
section-title: ಮೈಸೂರು ನಗರ xyxy=(146,101,233,121)
annadata-col4: ಇದು ರಾಷ್ಟ್ರದ ಆರ್ಥಿಕತೆಯ ಬೆನ್ನೆಲುಬು. ಕೃಷಿ ಕ್ಷೇತ್ರದ ಅಭಿವೃದ್ಧಿಯಿಲ್ಲದೆ ದೇಶದ ಪ್ರಗತಿ ಸಾಧ್ಯವಿಲ್ಲ. ಇಂದು ಯುವ ಪೀಳಿಗೆ ಕೃಷಿಯಿಂದ ದೂರ ಸರಿಯುತ್ತಿರುವುದು ಆತಂಕಕಾರಿ. ನಗರಗಳತ್ತ ವಲಸೆ ಹೆಚ್ಚುತ್ತಿದೆ. ಹಳ್ಳಿಗಳು ಬರಿದಾಗುತ್ತಿವೆ. ಆದರೆ ಈ ಲಾಕ್‌ಡೌನ್ ಸಮಯದಲ್ಲಿ ಹಳ್ಳಿಯ ಬದುಕಿನ ಮಹತ್ವ ಎಲ್ಲರಿಗೂ ಅರಿವಾಗುತ್ತಿದೆ. ನಗರದಿಂದ ಹಳ್ಳಿಗೆ ಮರಳಿದ ಯುವಕರು ಕೃಷಿಯಲ್ಲಿ ತೊಡಗಿಕೊಳ್ಳುತ್ತಿರುವುದು ಶುಭ ಸೂಚನೆ. ಸಾವಯವ ಕೃಷಿ, ಸಮಗ್ರ ಕೃಷಿ ಪದ್ಧತಿಗಳನ್ನು ಅಳವಡಿಸಿಕೊಂಡರೆ ರೈತ ಸ್ವಾವಲಂಬಿಯಾಗಬಹುದು. ಸರ್ಕಾರ ಸಾಲ ಮನ್ನಾ, ಬೆಂಬಲ ಬೆಲೆ, ಬೆಳೆ ವಿಮೆ ಮುಂತಾದ ಯೋಜನೆಗಳನ್ನು ಸಮರ್ಪಕವಾಗಿ ಜಾರಿಗೆ ತರಬೇಕು. xyxy=(578,800,660,915)
letters-title-box xyxy=(125,365,265,385)
letter3-headline: ಕೊರೊನಾ ವೈರಸ್ ಬಗ್ಗೆ ಅರಿವು ಮೂಡಿಸಿ xyxy=(103,710,239,722)
page-label: ಪುಟ xyxy=(101,99,113,107)
quote-underline xyxy=(538,386,744,387)
letter2-headline: ಪಶುಪಕ್ಷಿಗಳ ಸಮಸ್ಯೆಗಳ ಅರಿವಿರಲಿ xyxy=(103,619,217,631)
registration-dots-top-right xyxy=(800,78,840,85)
feature-col3b: ಎಂಬ ಶ್ಲೋಕದ ಮೂಲಕ ರಾಮನಾಮದ ಮಹಿಮೆಯನ್ನು ಶಿವನು ಪಾರ್ವತಿಗೆ ತಿಳಿಸಿದನು. ಸಹಸ್ರನಾಮ ಪಠಿಸಲಾಗದವರು ರಾಮನಾಮ ಜಪಿಸಿದರೆ ಸಾಕು ಎಂಬುದು ನಂಬಿಕೆ. xyxy=(494,577,574,605)
letter4-body-part2: ಎಂದು ಬರೆದು ಕಾರಿನ ಮುಂಭಾಗದಲ್ಲಿ ಅಂಟಿಸಿಕೊಂಡು ಹೋದೆವು. ಆಸ್ಪತ್ರೆಯಲ್ಲಿಯೂ ಹಲವು ಅಡೆತಡೆಗಳನ್ನು ಎದುರಿಸಬೇಕಾಯಿತು. ಮೈಸೂರಿಗರು ಸಾಮಾನ್ಯವಾಗಿ ಶಾಂತಿಪ್ರಿಯರು, ಸಹನಶೀಲರು ಎಂಬ ಹೆಸರು ಪಡೆದವರು. ಆದರೆ ಇಂತಹ ಸಂಕಷ್ಟದ ಸಮಯದಲ್ಲಿ ಕೆಲವರು ನಿಯಮ ಪಾಲಿಸದೆ ಬೀದಿಗಳಲ್ಲಿ ಅಲೆದಾಡುತ್ತಿರುವುದು ಬೇಸರದ ಸಂಗತಿ. ನಾವು ನಮ್ಮ ಜವಾಬ್ದಾರಿ ಅರಿತು ನಡೆದುಕೊಳ್ಳಬೇಕು. ಪೊಲೀಸರೂ ತುರ್ತು ಸಂದರ್ಭಗಳನ್ನು ಮಾನವೀಯತೆಯಿಂದ ಪರಿಗಣಿಸಬೇಕು. ಮೈಸೂರಿಗರೇ, ನಾವೇಕೆ ಹೀಗೆ? ಸ್ವಲ್ಪ ಯೋಚಿಸೋಣ. xyxy=(103,926,291,961)
feature-headline: ಮರ್ಯಾದಾ ಪುರುಷೋತ್ತಮನ ಶ್ರೀರಾಮನವಮಿ xyxy=(362,207,774,238)
black-dot-icon xyxy=(133,1110,140,1117)
letter4-body-part1: ಮಾನ್ಯರೇ, ನಿನ್ನೆ ದಿನ ಸಂಜೆ 5 ಗಂಟೆ ಸುಮಾರಿಗೆ ಅನಿರೀಕ್ಷಿತವಾಗಿ ನಮ್ಮ ಸಂಬಂಧಿಕರೊಬ್ಬರನ್ನು ಆಸ್ಪತ್ರೆಗೆ ಸೇರಿಸಬೇಕಾದ ಪ್ರಸಂಗ ಬಂತು. ನಗರದ ಪ್ರತಿಷ್ಠಿತ ಆಸ್ಪತ್ರೆಗೆ ತೆರಳುವ ಮಾರ್ಗದಲ್ಲಿ ಪೊಲೀಸರು ನಮ್ಮ ವಾಹನವನ್ನು ತಡೆದರು. ತುರ್ತು ಪರಿಸ್ಥಿತಿ ಎಂದು ತಿಳಿಸಿದರೂ ಹಲವು ಪ್ರಶ್ನೆಗಳನ್ನು ಕೇಳಿ ವಿಳಂಬ ಮಾಡಿದರು. ನಂತರ ವಾಹನದ ಮುಂಭಾಗದಲ್ಲಿ ದೊಡ್ಡದಾಗಿ ಬರೆದ ಫಲಕ ಅಂಟಿಸಿ ಹೋಗುವಂತೆ ಸೂಚಿಸಿದರು. ಆ ಫಲಕದಲ್ಲಿ ಹೀಗಿತ್ತು: xyxy=(103,836,291,864)
rama-sita-lakshmana-hanuman-icon xyxy=(411,250,533,386)
